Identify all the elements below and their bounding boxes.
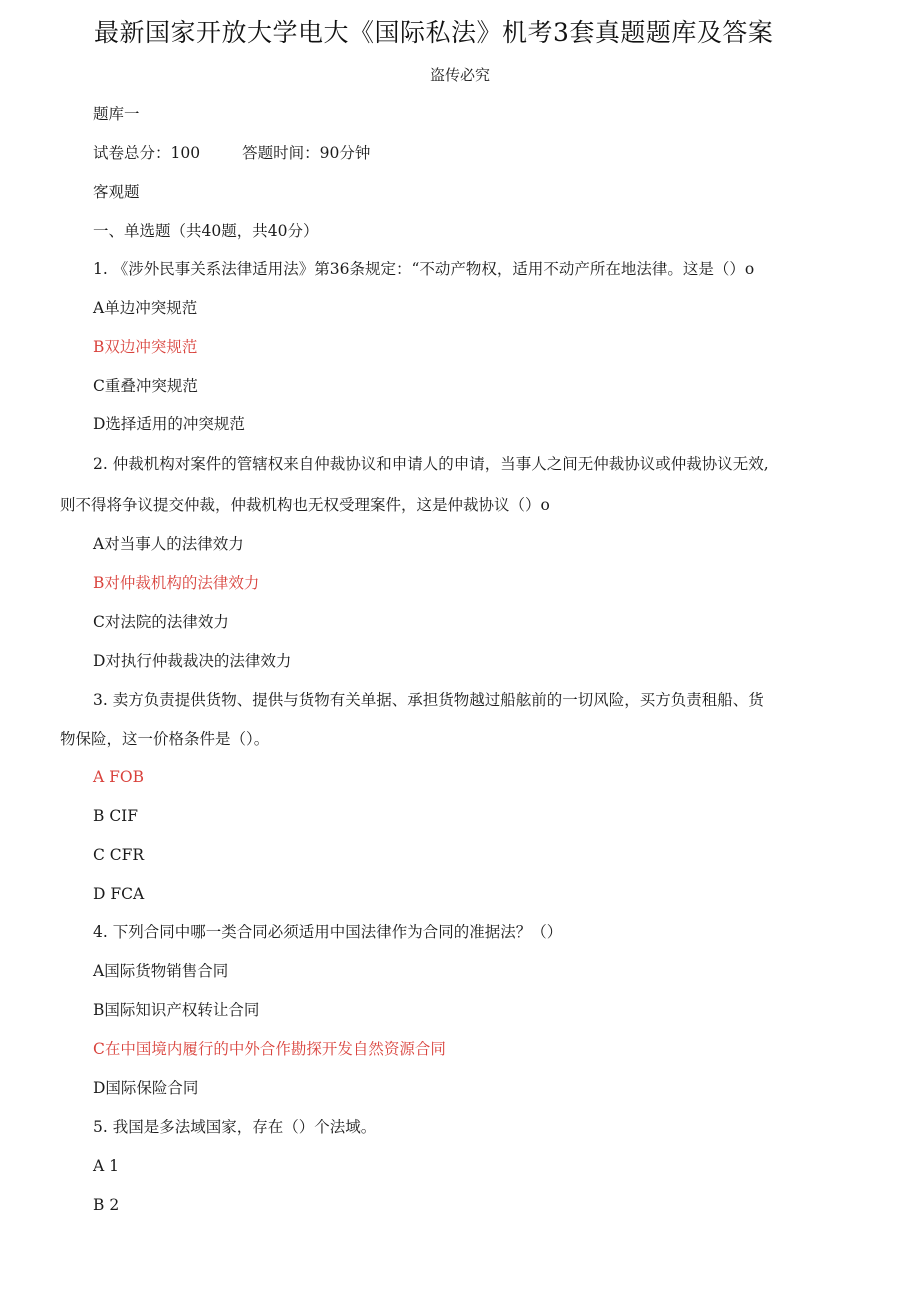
time-limit: 答题时间：90分钟 <box>242 144 371 162</box>
question-stem-continued: 则不得将争议提交仲裁，仲裁机构也无权受理案件，这是仲裁协议（）o <box>60 496 550 514</box>
option-d: D国际保险合同 <box>93 1079 199 1097</box>
question-bank-label: 题库一 <box>93 105 140 123</box>
question-stem: 5. 我国是多法域国家，存在（）个法域。 <box>93 1118 377 1136</box>
option-b: B CIF <box>93 807 139 825</box>
option-a: A国际货物销售合同 <box>93 962 229 980</box>
exam-meta <box>93 142 370 164</box>
option-c-correct: C在中国境内履行的中外合作勘探开发自然资源合同 <box>93 1040 446 1058</box>
option-b: B 2 <box>93 1196 120 1214</box>
question-stem-continued: 物保险，这一价格条件是（）。 <box>60 730 270 748</box>
option-b-correct: B对仲裁机构的法律效力 <box>93 574 260 592</box>
option-d: D对执行仲裁裁决的法律效力 <box>93 652 292 670</box>
section-objective-heading: 客观题 <box>93 183 140 201</box>
question-stem: 1. 《涉外民事关系法律适用法》第36条规定：“不动产物权，适用不动产所在地法律。这是（）o <box>93 260 755 278</box>
option-d: D选择适用的冲突规范 <box>93 415 245 433</box>
question-stem: 3. 卖方负责提供货物、提供与货物有关单据、承担货物越过船舷前的一切风险，买方负责租船、货 <box>93 691 764 709</box>
option-d: D FCA <box>93 885 145 903</box>
option-a: A对当事人的法律效力 <box>93 535 244 553</box>
option-c: C重叠冲突规范 <box>93 377 198 395</box>
total-score: 试卷总分：100 <box>93 144 201 162</box>
question-stem: 2. 仲裁机构对案件的管辖权来自仲裁协议和申请人的申请，当事人之间无仲裁协议或仲裁协议无效, <box>93 455 769 473</box>
section-single-choice-heading: 一、单选题（共40题，共40分） <box>93 222 319 240</box>
option-a: A 1 <box>93 1157 119 1175</box>
option-a-correct: A FOB <box>93 768 144 786</box>
option-a: A单边冲突规范 <box>93 299 198 317</box>
option-c: C对法院的法律效力 <box>93 613 229 631</box>
document-title: 最新国家开放大学电大《国际私法》机考3套真题题库及答案 <box>94 18 774 47</box>
question-stem: 4. 下列合同中哪一类合同必须适用中国法律作为合同的准据法？（） <box>93 923 563 941</box>
option-c: C CFR <box>93 846 145 864</box>
option-b: B国际知识产权转让合同 <box>93 1001 260 1019</box>
option-b-correct: B双边冲突规范 <box>93 338 198 356</box>
document-subtitle: 盗传必究 <box>429 66 490 84</box>
